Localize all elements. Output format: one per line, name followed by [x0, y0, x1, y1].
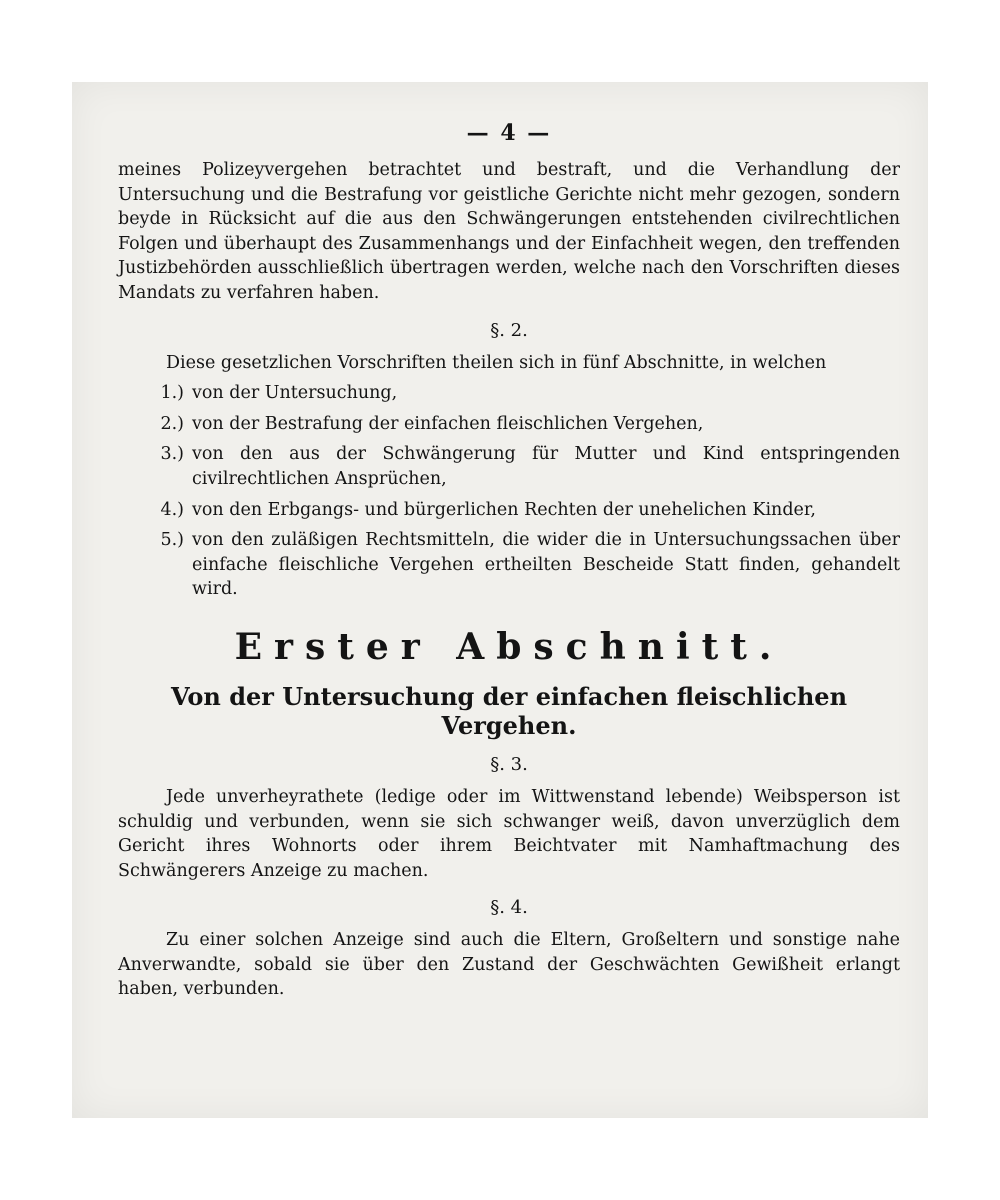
chapter-subtitle: Von der Untersuchung der einfachen fleischlichen Vergehen.	[170, 681, 848, 740]
list-item-number: 5.)	[160, 530, 184, 551]
section-2-lead: Diese gesetzlichen Vorschriften theilen sich in fünf Abschnitte, in welchen	[166, 352, 827, 373]
list-item	[118, 442, 900, 491]
chapter-title: Erster Abschnitt.	[234, 625, 784, 668]
list-item	[118, 528, 900, 602]
list-item-text: von den zuläßigen Rechtsmitteln, die wider die in Untersuchungssachen über einfache fleischliche Vergehen ertheilten Bescheide Statt finden, gehandelt wird.	[192, 530, 900, 600]
list-item-number: 1.)	[160, 383, 184, 404]
list-item-text: von den aus der Schwängerung für Mutter und Kind entspringenden civilrechtlichen Ansprüchen,	[192, 444, 900, 489]
list-item	[118, 412, 900, 437]
section-3-paragraph: Jede unverheyrathete (ledige oder im Wittwenstand lebende) Weibsperson ist schuldig und verbunden, wenn sie sich schwanger weiß, davon unverzüglich dem Gericht ihres Wohnorts oder ihrem Beichtvater mit Namhaftmachung des Schwängerers Anzeige zu machen.	[118, 786, 900, 881]
section-2-list	[118, 381, 900, 602]
list-item-number: 3.)	[160, 444, 184, 465]
intro-paragraph: meines Polizeyvergehen betrachtet und bestraft, und die Verhandlung der Untersuchung und die Bestrafung vor geistliche Gerichte nicht mehr gezogen, sondern beyde in Rücksicht auf die aus den Schwängerungen entstehenden civilrechtlichen Folgen und überhaupt des Zusammenhangs und der Einfachheit wegen, den treffenden Justizbehörden ausschließlich übertragen werden, welche nach den Vorschriften dieses Mandats zu verfahren haben.	[118, 160, 900, 303]
list-item-number: 4.)	[160, 499, 184, 520]
list-item-text: von den Erbgangs- und bürgerlichen Rechten der unehelichen Kinder,	[192, 499, 816, 520]
list-item	[118, 381, 900, 406]
page-number: — 4 —	[466, 120, 552, 146]
section-2-sign: §. 2.	[490, 319, 528, 341]
list-item-number: 2.)	[160, 413, 184, 434]
list-item-text: von der Untersuchung,	[192, 383, 398, 404]
page-content	[118, 120, 900, 1002]
section-4-sign: §. 4.	[490, 897, 528, 919]
section-4-paragraph: Zu einer solchen Anzeige sind auch die Eltern, Großeltern und sonstige nahe Anverwandte, sobald sie über den Zustand der Geschwächten Gewißheit erlangt haben, verbunden.	[118, 930, 900, 1000]
list-item	[118, 498, 900, 523]
list-item-text: von der Bestrafung der einfachen fleischlichen Vergehen,	[192, 413, 704, 434]
section-3-sign: §. 3.	[490, 753, 528, 775]
